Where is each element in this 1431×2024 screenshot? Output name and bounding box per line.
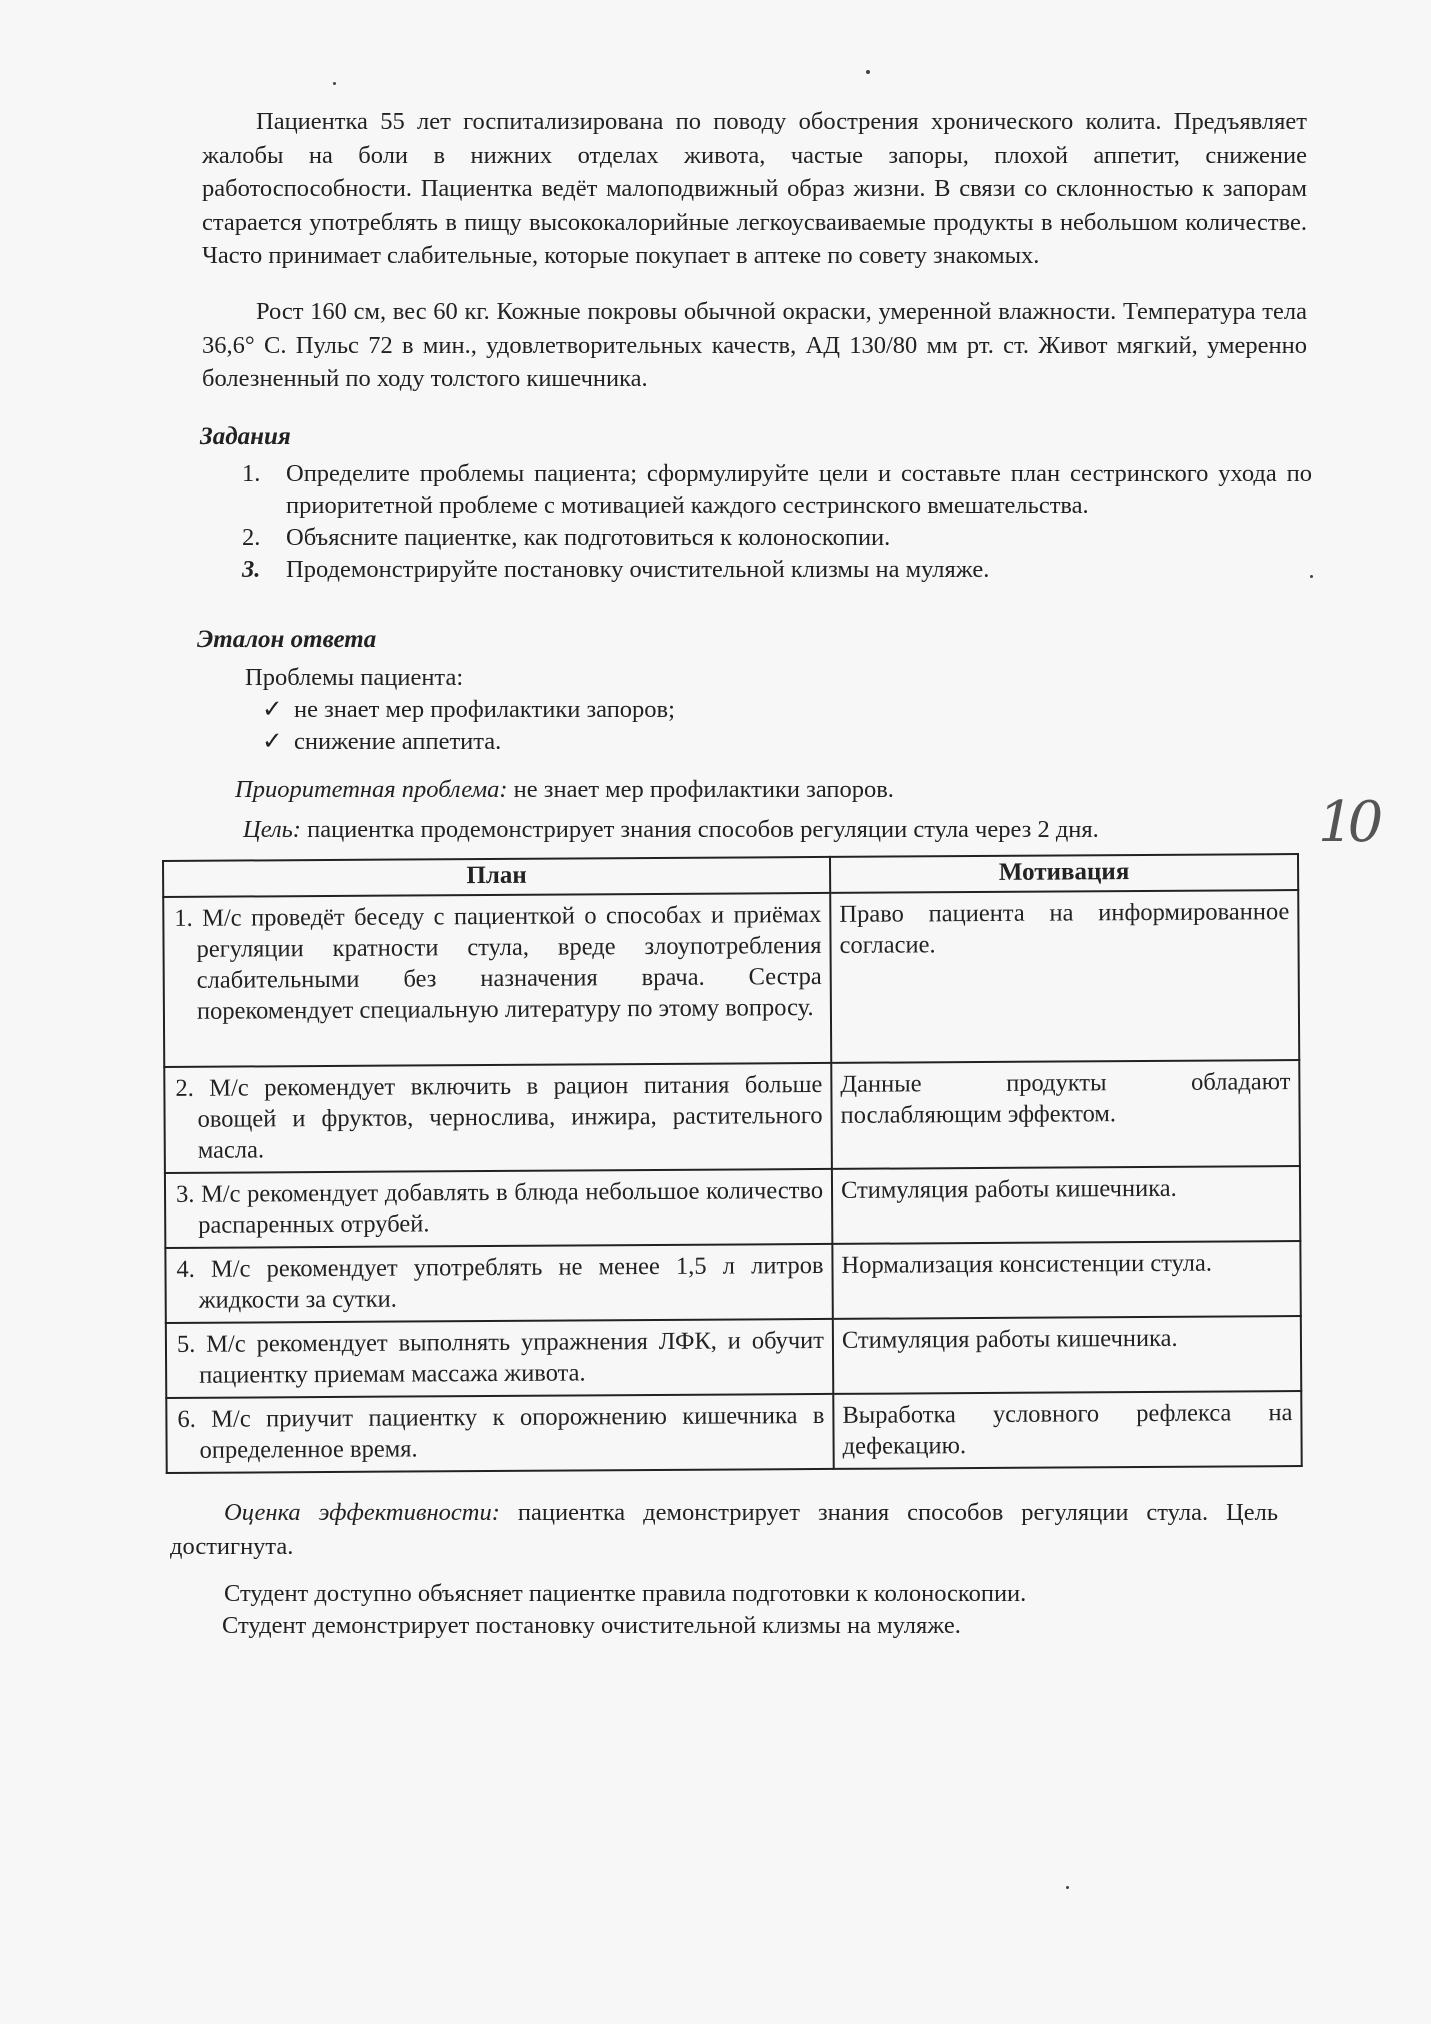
motivation-cell: Нормализация консистенции стула. <box>832 1241 1300 1319</box>
motivation-cell: Стимуляция работы кишечника. <box>833 1316 1301 1394</box>
task-number: 3. <box>242 556 261 583</box>
task-text: Определите проблемы пациента; сформулируйте цели и составьте план сестринского ухода по приоритетной проблеме с мотивацией каждого сестринского вмешательства. <box>286 460 1312 519</box>
table-row <box>164 1060 1300 1173</box>
tasks-list <box>242 458 1312 586</box>
task-text: Объясните пациентке, как подготовиться к колоноскопии. <box>286 524 891 551</box>
plan-cell: 5. М/с рекомендует выполнять упражнения ЛФК, и обучит пациентку приемам массажа живота. <box>166 1319 833 1398</box>
case-paragraph-2-text: Рост 160 см, вес 60 кг. Кожные покровы обычной окраски, умеренной влажности. Температура тела 36,6° С. Пульс 72 в мин., удовлетворительных качеств, АД 130/80 мм рт. ст. Живот мягкий, умеренно болезненный по ходу толстого кишечника. <box>202 298 1307 392</box>
priority-text: не знает мер профилактики запоров. <box>513 776 894 803</box>
task-number: 2. <box>242 524 261 551</box>
check-mark-icon: ✓ <box>262 696 283 723</box>
check-mark-icon: ✓ <box>262 728 283 755</box>
goal-label: Цель: <box>243 816 301 843</box>
column-header-plan: План <box>163 857 830 897</box>
table-row <box>165 1241 1300 1323</box>
answer-heading: Эталон ответа <box>197 626 377 653</box>
evaluation-paragraph <box>170 1496 1278 1563</box>
plan-cell: 6. М/с приучит пациентку к опорожнению кишечника в определенное время. <box>166 1394 833 1473</box>
motivation-cell: Данные продукты обладают послабляющим эффектом. <box>831 1060 1300 1169</box>
scan-speck <box>333 82 336 85</box>
problem-text: не знает мер профилактики запоров; <box>294 696 675 723</box>
evaluation-line-3: Студент демонстрирует постановку очистительной клизмы на муляже. <box>222 1612 961 1639</box>
case-paragraph-1-text: Пациентка 55 лет госпитализирована по поводу обострения хронического колита. Предъявляет жалобы на боли в нижних отделах живота, частые запоры, плохой аппетит, снижение работоспособности. Пациентка ведёт малоподвижный образ жизни. В связи со склонностью к запорам старается употреблять в пищу высококалорийные легкоусваиваемые продукты в небольшом количестве. Часто принимает слабительные, которые покупает в аптеке по совету знакомых. <box>202 108 1307 269</box>
task-item-1 <box>242 458 1312 522</box>
handwritten-grade: 10 <box>1318 790 1378 855</box>
plan-cell: 4. М/с рекомендует употреблять не менее 1,5 л литров жидкости за сутки. <box>165 1244 832 1323</box>
task-text: Продемонстрируйте постановку очистительной клизмы на муляже. <box>286 556 990 583</box>
problems-label: Проблемы пациента: <box>245 664 464 691</box>
scan-speck <box>1310 575 1313 578</box>
scan-speck <box>866 70 870 74</box>
task-item-3 <box>242 554 1312 586</box>
table-row <box>166 1316 1301 1398</box>
table-row <box>165 1166 1300 1248</box>
problem-item-1 <box>262 694 675 726</box>
problem-text: снижение аппетита. <box>294 728 502 755</box>
plan-cell: 3. М/с рекомендует добавлять в блюда небольшое количество распаренных отрубей. <box>165 1169 832 1248</box>
goal-text: пациентка продемонстрирует знания способов регуляции стула через 2 дня. <box>307 816 1099 843</box>
column-header-motivation: Мотивация <box>830 854 1298 893</box>
problem-item-2 <box>262 726 675 758</box>
care-plan-table <box>162 853 1303 1474</box>
tasks-heading: Задания <box>200 423 291 450</box>
goal <box>243 814 1099 846</box>
motivation-cell: Стимуляция работы кишечника. <box>832 1166 1300 1244</box>
case-paragraph-1 <box>202 105 1307 273</box>
motivation-cell: Выработка условного рефлекса на дефекацию. <box>833 1391 1301 1469</box>
evaluation-text: пациентка демонстрирует знания способов регуляции стула. Цель достигнута. <box>170 1499 1279 1560</box>
problems-list <box>262 694 675 758</box>
motivation-cell: Право пациента на информированное согласие. <box>830 890 1299 1063</box>
priority-label: Приоритетная проблема: <box>235 776 508 803</box>
plan-cell: 2. М/с рекомендует включить в рацион питания больше овощей и фруктов, чернослива, инжира, растительного масла. <box>164 1063 832 1173</box>
plan-cell: 1. М/с проведёт беседу с пациенткой о способах и приёмах регуляции кратности стула, вреде злоупотребления слабительными без назначения врача. Сестра порекомендует специальную литературу по этому вопросу. <box>163 893 831 1067</box>
case-paragraph-2 <box>202 295 1307 396</box>
evaluation-line-2: Студент доступно объясняет пациентке правила подготовки к колоноскопии. <box>224 1580 1027 1607</box>
scan-speck <box>1066 1886 1069 1889</box>
evaluation-label: Оценка эффективности: <box>224 1499 500 1526</box>
priority-problem <box>235 774 894 806</box>
task-item-2 <box>242 522 1312 554</box>
table-row <box>166 1391 1301 1473</box>
table-row <box>163 890 1299 1067</box>
task-number: 1. <box>242 460 261 487</box>
